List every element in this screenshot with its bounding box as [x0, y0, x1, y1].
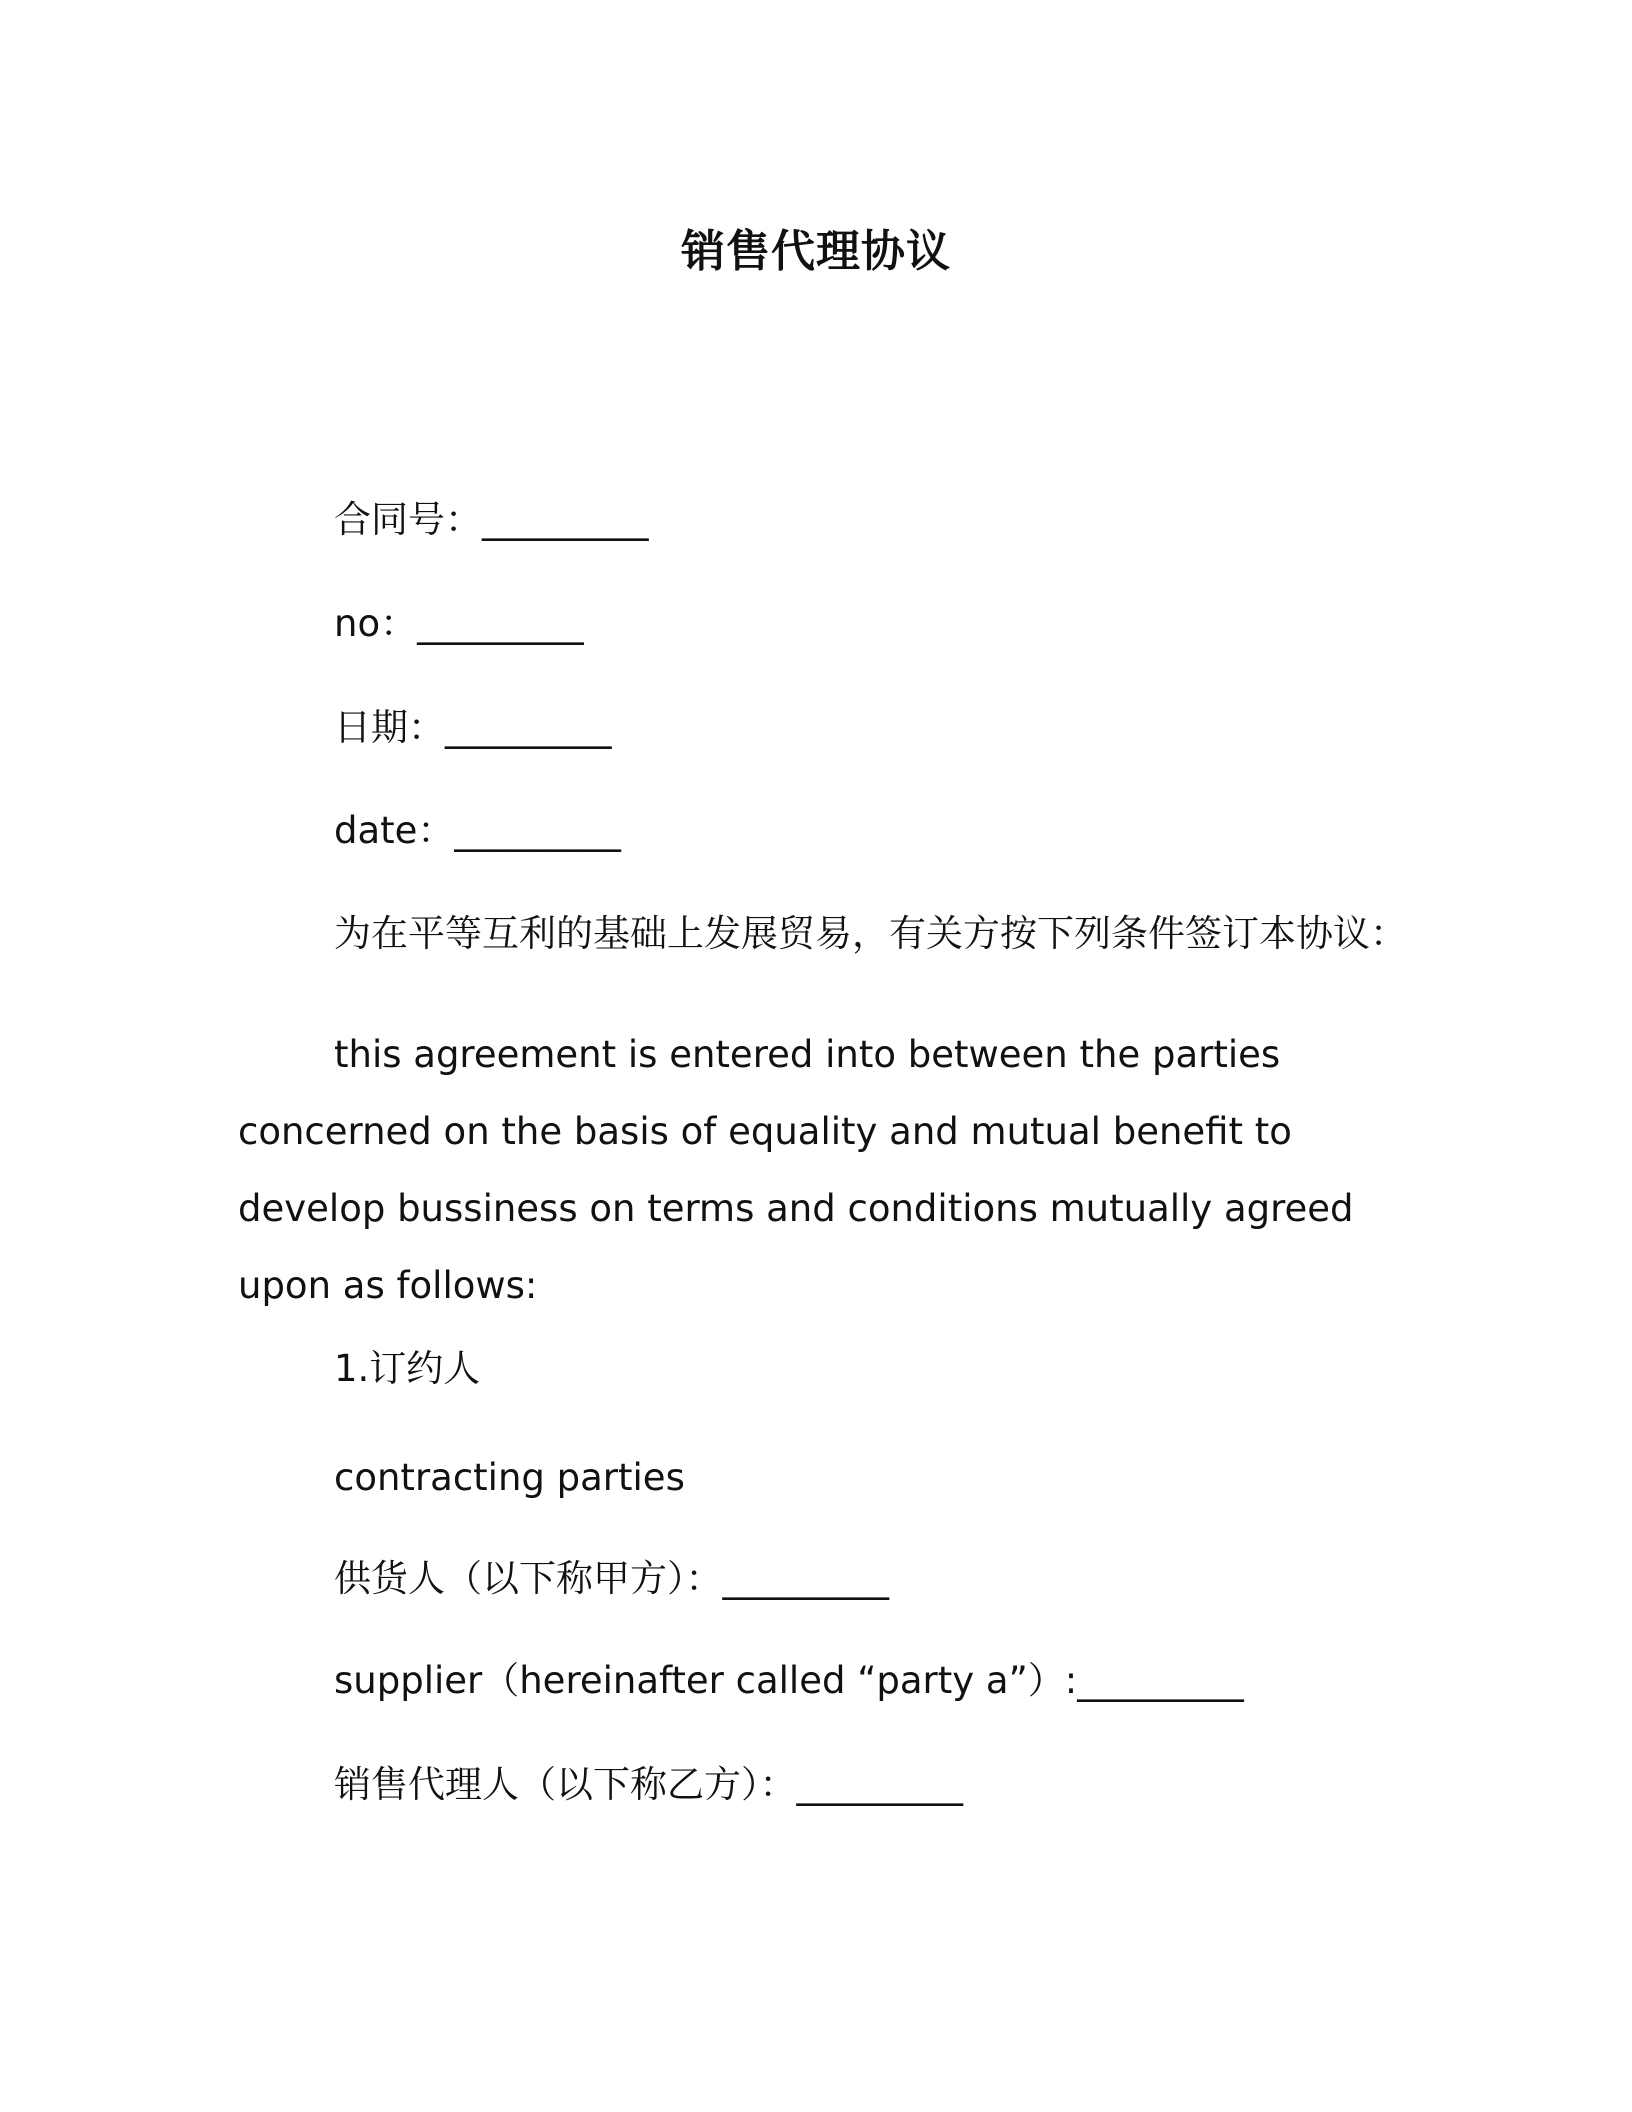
contract-number-cn: 合同号：_________ [334, 498, 649, 541]
section-heading-en: contracting parties [334, 1456, 685, 1499]
sales-agent-cn: 销售代理人（以下称乙方）：_________ [334, 1763, 963, 1806]
supplier-cn: 供货人（以下称甲方）：_________ [334, 1557, 889, 1600]
section-heading: 1.订约人 [334, 1347, 481, 1390]
intro-en-line-3: develop bussiness on terms and conditions mutually agreed [238, 1187, 1354, 1230]
intro-en-line-1: this agreement is entered into between the parties [334, 1033, 1281, 1076]
date-en: date：_________ [334, 809, 621, 852]
supplier-en: supplier（hereinafter called “party a”）:_________ [334, 1659, 1244, 1702]
intro-en-line-4: upon as follows: [238, 1264, 538, 1307]
intro-en-line-2: concerned on the basis of equality and mutual benefit to [238, 1110, 1292, 1153]
document-title: 销售代理协议 [681, 226, 951, 277]
date-cn: 日期：_________ [334, 706, 612, 749]
intro-cn: 为在平等互利的基础上发展贸易，有关方按下列条件签订本协议： [334, 912, 1407, 955]
intro-en-paragraph [238, 1016, 1398, 1324]
contract-number-en: no：_________ [334, 602, 584, 645]
